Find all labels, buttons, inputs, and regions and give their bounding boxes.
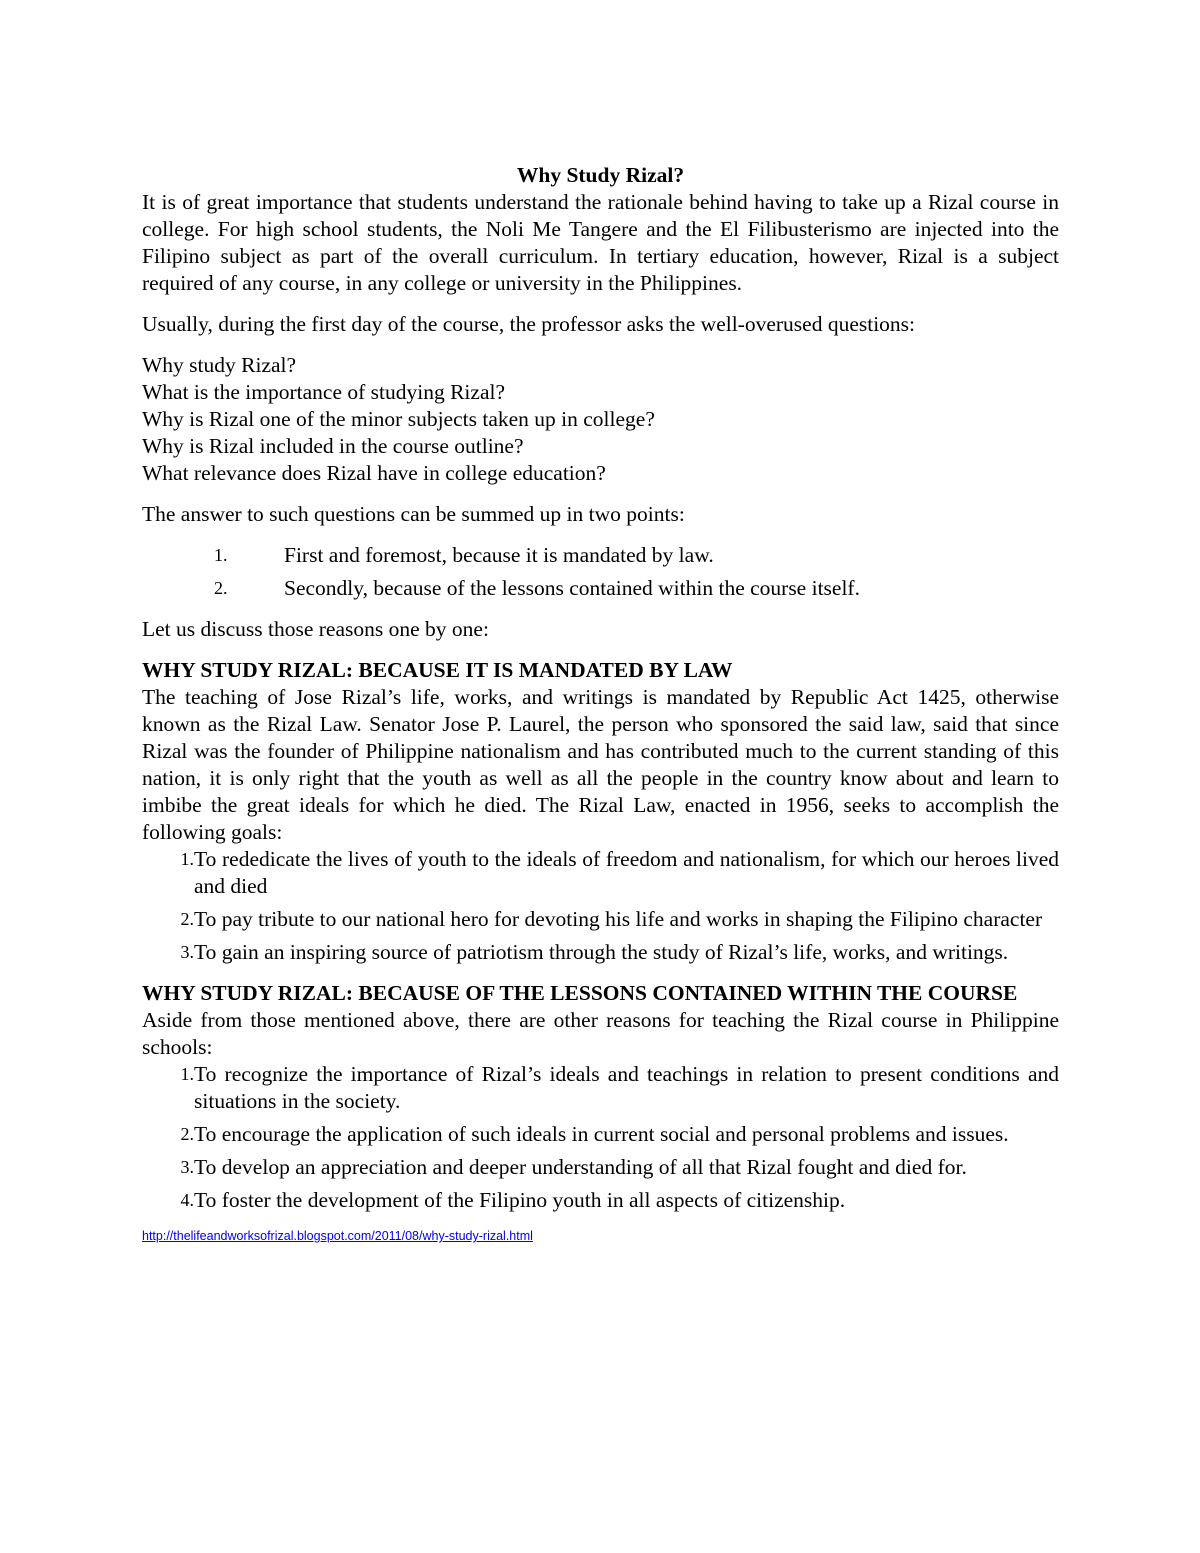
list-number: 2. <box>180 1124 194 1144</box>
list-text: To gain an inspiring source of patriotism through the study of Rizal’s life, works, and writings. <box>194 940 1009 964</box>
list-item <box>142 1187 1059 1214</box>
list-number: 4. <box>180 1190 194 1210</box>
question-item: Why is Rizal one of the minor subjects taken up in college? <box>142 407 655 431</box>
list-item <box>142 939 1059 966</box>
question-item: What relevance does Rizal have in college education? <box>142 461 606 485</box>
list-text: To encourage the application of such ideals in current social and personal problems and issues. <box>194 1122 1009 1146</box>
list-number: 2. <box>214 578 228 598</box>
section2-body: Aside from those mentioned above, there are other reasons for teaching the Rizal course in Philippine schools: <box>142 1008 1059 1059</box>
list-number: 3. <box>180 942 194 962</box>
list-item <box>142 1154 1059 1181</box>
answer-intro: The answer to such questions can be summed up in two points: <box>142 502 685 526</box>
section2-goals <box>142 1061 1059 1214</box>
list-item <box>142 1061 1059 1115</box>
document-content <box>142 162 1059 1247</box>
section1-heading: WHY STUDY RIZAL: BECAUSE IT IS MANDATED BY LAW <box>142 658 733 682</box>
list-item <box>142 575 1059 602</box>
page-title: Why Study Rizal? <box>516 163 685 187</box>
usually-paragraph: Usually, during the first day of the course, the professor asks the well-overused questions: <box>142 312 916 336</box>
section1-goals <box>142 846 1059 966</box>
list-text: To develop an appreciation and deeper understanding of all that Rizal fought and died for. <box>194 1155 967 1179</box>
list-item <box>142 906 1059 933</box>
list-number: 2. <box>180 909 194 929</box>
list-text: To pay tribute to our national hero for devoting his life and works in shaping the Filipino character <box>194 907 1043 931</box>
list-text: To recognize the importance of Rizal’s ideals and teachings in relation to present conditions and situations in the society. <box>194 1062 1059 1113</box>
list-number: 1. <box>180 849 194 869</box>
source-link[interactable]: http://thelifeandworksofrizal.blogspot.com/2011/08/why-study-rizal.html <box>142 1229 533 1243</box>
list-text: To rededicate the lives of youth to the ideals of freedom and nationalism, for which our heroes lived and died <box>194 847 1059 898</box>
list-number: 3. <box>180 1157 194 1177</box>
question-item: Why is Rizal included in the course outline? <box>142 434 524 458</box>
discuss-paragraph: Let us discuss those reasons one by one: <box>142 617 489 641</box>
section2-heading: WHY STUDY RIZAL: BECAUSE OF THE LESSONS CONTAINED WITHIN THE COURSE <box>142 981 1018 1005</box>
list-text: First and foremost, because it is mandated by law. <box>284 543 714 567</box>
question-list <box>142 352 1059 487</box>
two-points-list <box>142 542 1059 602</box>
list-item <box>142 542 1059 569</box>
question-item: Why study Rizal? <box>142 353 297 377</box>
question-item: What is the importance of studying Rizal? <box>142 380 506 404</box>
section1-body: The teaching of Jose Rizal’s life, works, and writings is mandated by Republic Act 1425, otherwise known as the Rizal Law. Senator Jose P. Laurel, the person who sponsored the said law, said that since Rizal was the founder of Philippine nationalism and has contributed much to the current standing of this nation, it is only right that the youth as well as all the people in the country know about and learn to imbibe the great ideals for which he died. The Rizal Law, enacted in 1956, seeks to accomplish the following goals: <box>142 685 1059 844</box>
list-number: 1. <box>214 545 228 565</box>
list-text: To foster the development of the Filipino youth in all aspects of citizenship. <box>194 1188 846 1212</box>
list-number: 1. <box>180 1064 194 1084</box>
intro-paragraph: It is of great importance that students understand the rationale behind having to take up a Rizal course in college. For high school students, the Noli Me Tangere and the El Filibusterismo are injected into the Filipino subject as part of the overall curriculum. In tertiary education, however, Rizal is a subject required of any course, in any college or university in the Philippines. <box>142 190 1059 295</box>
list-text: Secondly, because of the lessons contained within the course itself. <box>284 576 860 600</box>
list-item <box>142 1121 1059 1148</box>
list-item <box>142 846 1059 900</box>
